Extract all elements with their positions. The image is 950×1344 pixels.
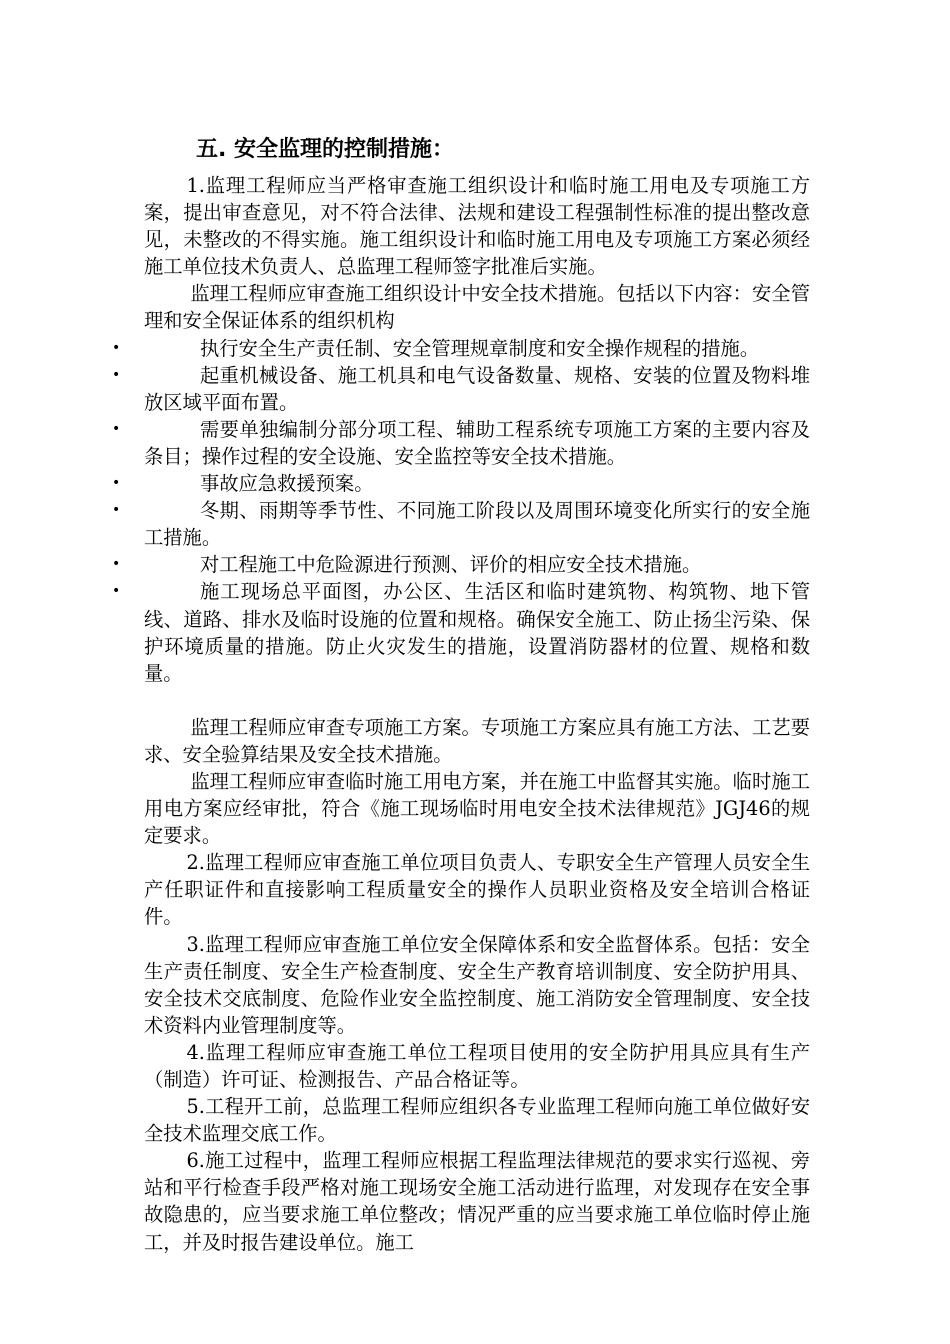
bullet-dot-icon: •: [112, 556, 121, 573]
paragraph-spacer: [144, 687, 810, 714]
bullet-text: 执行安全生产责任制、安全管理规章制度和安全操作规程的措施。: [199, 336, 760, 360]
paragraph-temporary-power: 监理工程师应审查临时施工用电方案，并在施工中监督其实施。临时施工用电方案应经审批，符合《施工现场临时用电安全技术法律规范》JGJ46的规定要求。: [144, 769, 810, 848]
bullet-item: [112, 578, 810, 686]
paragraph-special-plan: 监理工程师应审查专项施工方案。专项施工方案应具有施工方法、工艺要求、安全验算结果及安全技术措施。: [144, 715, 810, 766]
bullet-dot-icon: •: [112, 420, 121, 437]
bullet-text: 冬期、雨期等季节性、不同施工阶段以及周围环境变化所实行的安全施工措施。: [144, 499, 810, 550]
section-heading: 五. 安全监理的控制措施：: [196, 137, 455, 162]
bullet-text: 需要单独编制分部分项工程、辅助工程系统专项施工方案的主要内容及条目；操作过程的安全设施、安全监控等安全技术措施。: [144, 417, 810, 468]
bullet-item: [112, 335, 810, 362]
paragraph-item-5: 5.工程开工前，总监理工程师应组织各专业监理工程师向施工单位做好安全技术监理交底工作。: [144, 1095, 810, 1146]
bullet-dot-icon: •: [112, 502, 121, 519]
bullet-item: [112, 497, 810, 551]
paragraph-item-1: 1.监理工程师应当严格审查施工组织设计和临时施工用电及专项施工方案，提出审查意见，对不符合法律、法规和建设工程强制性标准的提出整改意见，未整改的不得实施。施工组织设计和临时施工用电及专项施工方案必须经施工单位技术负责人、总监理工程师签字批准后实施。: [144, 174, 810, 279]
bullet-text: 对工程施工中危险源进行预测、评价的相应安全技术措施。: [199, 553, 702, 577]
bullet-item: [112, 551, 810, 578]
paragraph-item-6: 6.施工过程中，监理工程师应根据工程监理法律规范的要求实行巡视、旁站和平行检查手段严格对施工现场安全施工活动进行监理，对发现存在安全事故隐患的，应当要求施工单位整改；情况严重的应当要求施工单位临时停止施工，并及时报告建设单位。施工: [144, 1149, 810, 1254]
paragraph-safety-measures-intro: 监理工程师应审查施工组织设计中安全技术措施。包括以下内容：安全管理和安全保证体系的组织机构: [144, 282, 810, 333]
bullet-item: [112, 416, 810, 470]
bullet-dot-icon: •: [112, 583, 121, 600]
bullet-item: [112, 470, 810, 497]
paragraph-item-4: 4.监理工程师应审查施工单位工程项目使用的安全防护用具应具有生产（制造）许可证、检测报告、产品合格证等。: [144, 1040, 810, 1091]
bullet-text: 施工现场总平面图，办公区、生活区和临时建筑物、构筑物、地下管线、道路、排水及临时设施的位置和规格。确保安全施工、防止扬尘污染、保护环境质量的措施。防止火灾发生的措施，设置消防器材的位置、规格和数量。: [144, 580, 810, 685]
bullet-dot-icon: •: [112, 475, 121, 492]
bullet-dot-icon: •: [112, 366, 121, 383]
bullet-item: [112, 362, 810, 416]
document-body: [112, 172, 810, 1256]
paragraph-item-2: 2.监理工程师应审查施工单位项目负责人、专职安全生产管理人员安全生产任职证件和直接影响工程质量安全的操作人员职业资格及安全培训合格证件。: [144, 851, 810, 929]
paragraph-item-3: 3.监理工程师应审查施工单位安全保障体系和安全监督体系。包括：安全生产责任制度、安全生产检查制度、安全生产教育培训制度、安全防护用具、安全技术交底制度、危险作业安全监控制度、施工消防安全管理制度、安全技术资料内业管理制度等。: [144, 932, 810, 1037]
bullet-dot-icon: •: [112, 339, 121, 356]
bullet-text: 起重机械设备、施工机具和电气设备数量、规格、安装的位置及物料堆放区域平面布置。: [144, 363, 810, 414]
bullet-text: 事故应急救援预案。: [199, 472, 374, 496]
